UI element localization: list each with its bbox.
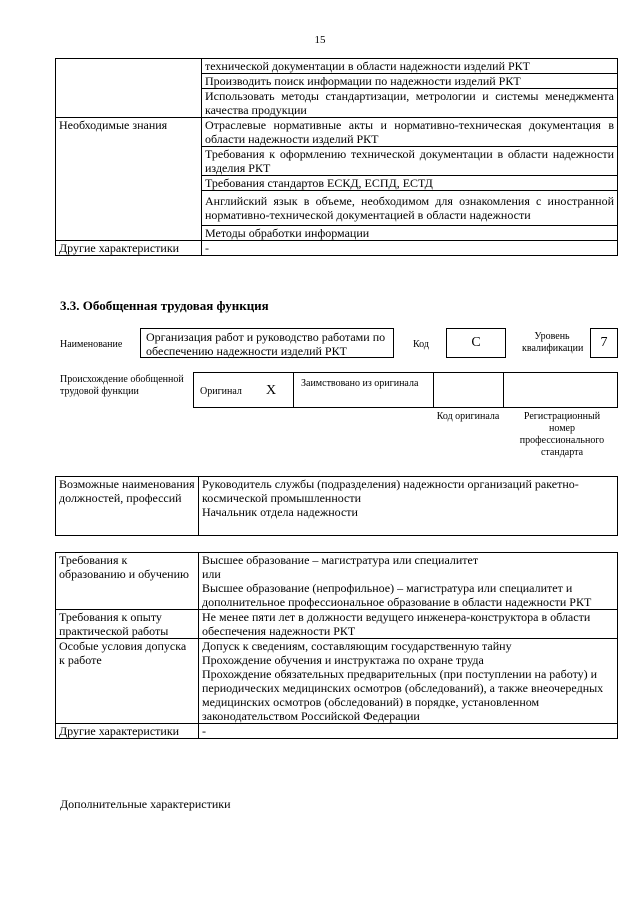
table-row-label: Особые условия допуска к работе (56, 639, 199, 724)
divider (293, 372, 294, 408)
other-characteristics-value: - (199, 724, 618, 739)
additional-characteristics-title: Дополнительные характеристики (60, 797, 231, 811)
skill-item: Производить поиск информации по надежности изделий РКТ (202, 74, 618, 89)
table-row-label: Другие характеристики (56, 724, 199, 739)
job-title-item: Руководитель службы (подразделения) надежности организаций ракетно-космической промышленности (202, 477, 579, 505)
knowledge-item: Методы обработки информации (202, 226, 618, 241)
job-titles-table (55, 476, 618, 536)
name-label: Наименование (60, 339, 123, 350)
table-row-label: Требования к образованию и обучению (56, 553, 199, 610)
table-row-label: Другие характеристики (56, 241, 202, 256)
knowledge-item: Английский язык в объеме, необходимом для ознакомления с иностранной нормативно-технической документацией в области надежности (202, 191, 618, 226)
reg-number-caption: Регистрационный номер профессионального стандарта (519, 411, 605, 458)
table-row-label (56, 59, 202, 118)
knowledge-item: Требования к оформлению технической документации в области надежности изделия РКТ (202, 147, 618, 176)
other-characteristics-value: - (202, 241, 618, 256)
function-name-box: Организация работ и руководство работами по обеспечению надежности изделий РКТ (140, 328, 394, 358)
divider (503, 372, 504, 408)
table-row-label: Необходимые знания (56, 118, 202, 241)
borrowed-label: Заимствовано из оригинала (301, 378, 419, 389)
section-heading: 3.3. Обобщенная трудовая функция (60, 298, 269, 313)
code-original-caption: Код оригинала (436, 411, 500, 422)
original-label: Оригинал (200, 386, 242, 397)
education-requirements: Высшее образование – магистратура или специалитет или Высшее образование (непрофильное) – магистратура или специалитет и дополнительное профессиональное образование в области надежности РКТ (199, 553, 618, 610)
skills-knowledge-table (55, 58, 618, 256)
code-label: Код (413, 339, 429, 350)
table-row-label: Требования к опыту практической работы (56, 610, 199, 639)
special-conditions: Допуск к сведениям, составляющим государственную тайну Прохождение обучения и инструктажа по охране труда Прохождение обязательных предварительных (при поступлении на работу) и периодических медицинских осмотров (обследований), а также внеочередных медицинских осмотров (обследований) в порядке, установленном законодательством Российской Федерации (199, 639, 618, 724)
origin-label: Происхождение обобщенной трудовой функции (60, 374, 184, 397)
table-row-label: Возможные наименования должностей, профессий (56, 477, 199, 536)
experience-requirements: Не менее пяти лет в должности ведущего инженера-конструктора в области обеспечения надежности РКТ (199, 610, 618, 639)
knowledge-item: Отраслевые нормативные акты и нормативно-техническая документация в области надежности изделий РКТ (202, 118, 618, 147)
divider (433, 372, 434, 408)
job-title-item: Начальник отдела надежности (202, 505, 358, 519)
skill-item: Использовать методы стандартизации, метрологии и системы менеджмента качества продукции (202, 89, 618, 118)
skill-item: технической документации в области надежности изделий РКТ (202, 59, 618, 74)
original-mark: X (266, 383, 277, 398)
code-value-box: C (446, 328, 506, 358)
page-number: 15 (314, 34, 326, 46)
level-label: Уровень квалификации (522, 331, 584, 354)
requirements-table (55, 552, 618, 739)
knowledge-item: Требования стандартов ЕСКД, ЕСПД, ЕСТД (202, 176, 618, 191)
level-value-box: 7 (590, 328, 618, 358)
job-titles-cell (199, 477, 618, 536)
